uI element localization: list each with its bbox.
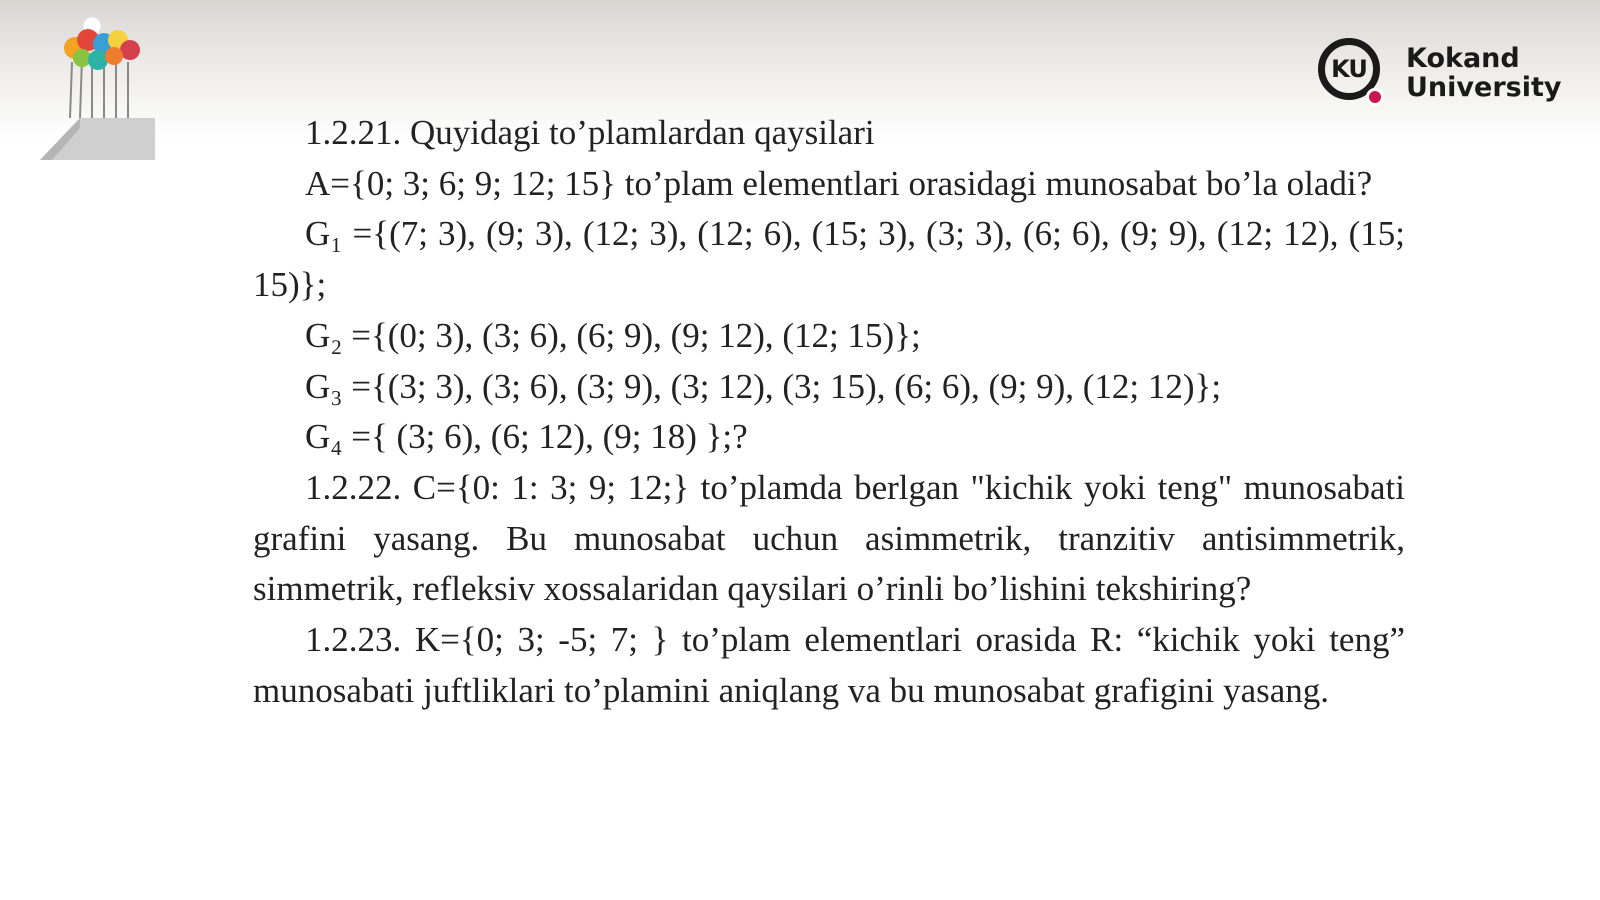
set-a-question: A={0; 3; 6; 9; 12; 15} to’plam elementlari orasidagi munosabat bo’la oladi? [305, 163, 1373, 203]
exercise-1-2-21-title: 1.2.21. Quyidagi to’plamlardan qaysilari [305, 113, 875, 152]
relation-g2: G₂ ={(0; 3), (3; 6), (6; 9), (9; 12), (12; 15)}; [305, 315, 921, 355]
logo-line-1: Kokand [1406, 43, 1520, 74]
relation-g4: G₄ ={ (3; 6), (6; 12), (9; 18) };? [305, 417, 748, 457]
relation-g1: G₁ ={(7; 3), (9; 3), (12; 3), (12; 6), (15; 3), (3; 3), (6; 6), (9; 9), (12; 12), (15; 15)}; [253, 214, 1405, 305]
lightbulbs-illustration-icon [20, 10, 170, 170]
logo-accent-dot [1366, 88, 1384, 106]
kokand-university-logo [1318, 34, 1578, 112]
logo-wordmark [1406, 44, 1561, 102]
relation-g3: G₃ ={(3; 3), (3; 6), (3; 9), (3; 12), (3; 15), (6; 6), (9; 9), (12; 12)}; [305, 366, 1222, 406]
exercise-1-2-23: 1.2.23. K={0; 3; -5; 7; } to’plam elementlari orasida R: “kichik yoki teng” munosabati juftliklari to’plamini aniqlang va bu munosabat grafigini yasang. [253, 620, 1405, 710]
exercise-1-2-22: 1.2.22. C={0: 1: 3; 9; 12;} to’plamda berlgan "kichik yoki teng" munosabati grafini yasang. Bu munosabat uchun asimmetrik, tranzitiv antisimmetrik, simmetrik, refleksiv xossalaridan qaysilari o’rinli bo’lishini tekshiring? [253, 467, 1405, 609]
logo-line-2: University [1406, 72, 1562, 103]
ku-logo-letters: KU [1331, 55, 1367, 83]
exercise-text [253, 108, 1405, 716]
